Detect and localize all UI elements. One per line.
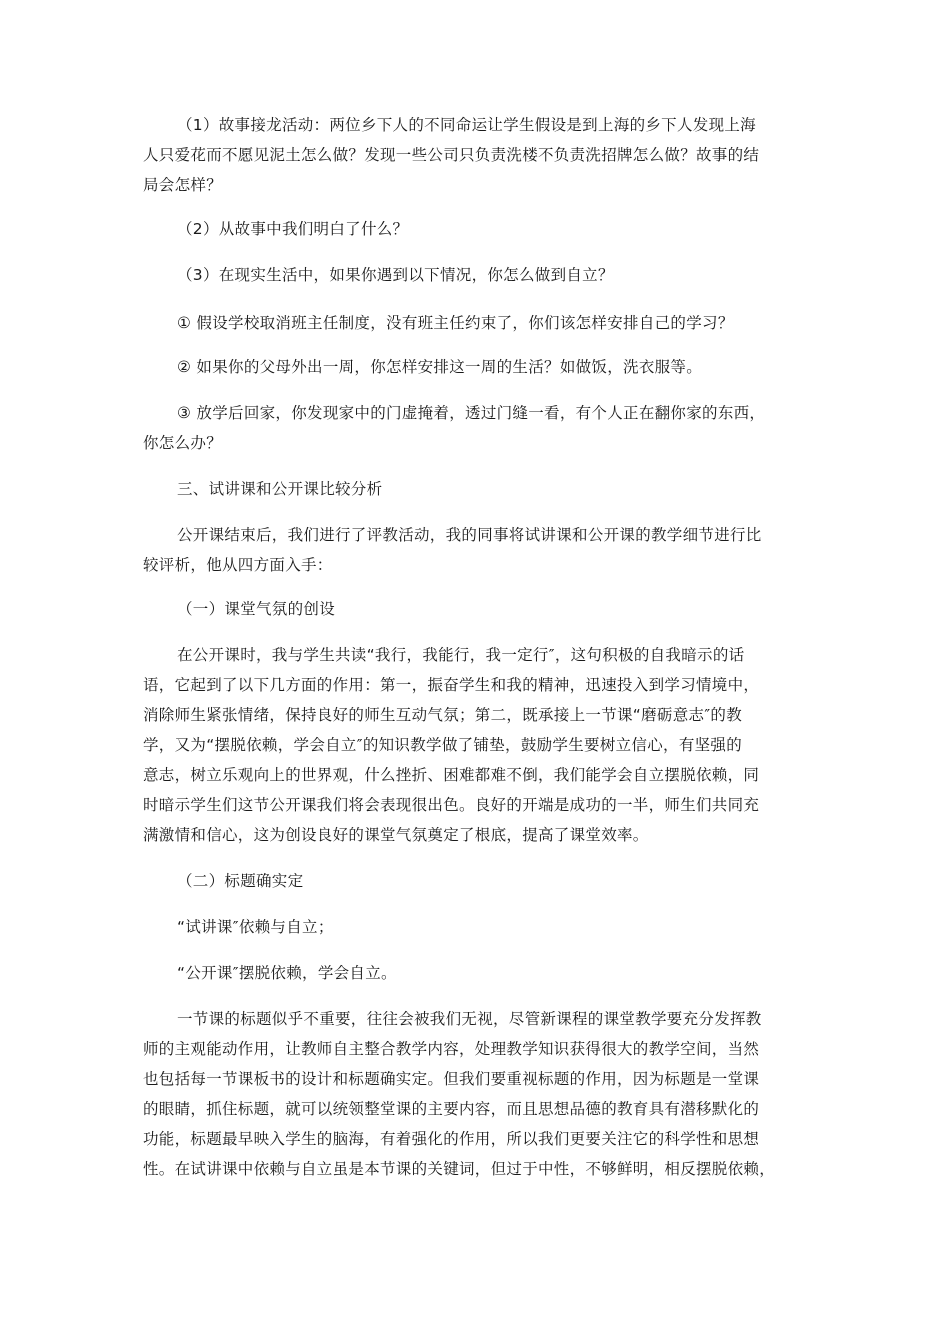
- scenario-1-paragraph: [143, 308, 809, 338]
- text-line: 意志，树立乐观向上的世界观，什么挫折、困难都难不倒，我们能学会自立摆脱依赖，同: [143, 766, 760, 784]
- text-line: 局会怎样？: [143, 176, 223, 194]
- text-line: 性。在试讲课中依赖与自立虽是本节课的关键词，但过于中性，不够鲜明，相反摆脱依赖，: [143, 1160, 776, 1178]
- title-importance-paragraph: [143, 1004, 809, 1184]
- story-activity-paragraph: [143, 110, 809, 200]
- subheading-classroom-atmosphere: [143, 594, 809, 624]
- scenario-2-paragraph: [143, 352, 809, 382]
- text-line: ① 假设学校取消班主任制度，没有班主任约束了，你们该怎样安排自己的学习？: [177, 314, 734, 332]
- text-line: “公开课″摆脱依赖，学会自立。: [177, 964, 397, 982]
- text-line: （1）故事接龙活动：两位乡下人的不同命运让学生假设是到上海的乡下人发现上海: [177, 116, 756, 134]
- text-line: “试讲课″依赖与自立；: [177, 918, 334, 936]
- text-line: 消除师生紧张情绪，保持良好的师生互动气氛；第二，既承接上一节课“磨砺意志″的教: [143, 706, 743, 724]
- text-line: （2）从故事中我们明白了什么？: [177, 220, 409, 238]
- question-3-paragraph: [143, 260, 809, 290]
- text-line: 人只爱花而不愿见泥土怎么做？发现一些公司只负责洗楼不负责洗招牌怎么做？故事的结: [143, 146, 760, 164]
- text-line: 学，又为“摆脱依赖，学会自立″的知识教学做了铺垫，鼓励学生要树立信心，有坚强的: [143, 736, 743, 754]
- text-line: 你怎么办？: [143, 434, 223, 452]
- text-line: 公开课结束后，我们进行了评教活动，我的同事将试讲课和公开课的教学细节进行比: [177, 526, 762, 544]
- text-line: （二）标题确实定: [177, 872, 304, 890]
- text-line: （3）在现实生活中，如果你遇到以下情况，你怎么做到自立？: [177, 266, 614, 284]
- text-line: 也包括每一节课板书的设计和标题确实定。但我们要重视标题的作用，因为标题是一堂课: [143, 1070, 760, 1088]
- atmosphere-paragraph: [143, 640, 809, 850]
- text-line: ② 如果你的父母外出一周，你怎样安排这一周的生活？如做饭，洗衣服等。: [177, 358, 703, 376]
- subheading-title-setting: [143, 866, 809, 896]
- trial-lesson-title: [143, 912, 809, 942]
- text-line: 功能，标题最早映入学生的脑海，有着强化的作用，所以我们更要关注它的科学性和思想: [143, 1130, 760, 1148]
- text-line: 一节课的标题似乎不重要，往往会被我们无视，尽管新课程的课堂教学要充分发挥教: [177, 1010, 762, 1028]
- text-line: （一）课堂气氛的创设: [177, 600, 336, 618]
- text-line: 的眼睛，抓住标题，就可以统领整堂课的主要内容，而且思想品德的教育具有潜移默化的: [143, 1100, 760, 1118]
- question-2-paragraph: [143, 214, 809, 244]
- scenario-3-paragraph: [143, 398, 809, 458]
- text-line: ③ 放学后回家，你发现家中的门虚掩着，透过门缝一看，有个人正在翻你家的东西，: [177, 404, 766, 422]
- text-line: 师的主观能动作用，让教师自主整合教学内容，处理教学知识获得很大的教学空间，当然: [143, 1040, 760, 1058]
- text-line: 语，它起到了以下几方面的作用：第一，振奋学生和我的精神，迅速投入到学习情境中，: [143, 676, 760, 694]
- evaluation-intro-paragraph: [143, 520, 809, 580]
- section-heading: [143, 474, 809, 504]
- text-line: 时暗示学生们这节公开课我们将会表现很出色。良好的开端是成功的一半，师生们共同充: [143, 796, 760, 814]
- open-lesson-title: [143, 958, 809, 988]
- text-line: 较评析，他从四方面入手：: [143, 556, 333, 574]
- text-line: 三、试讲课和公开课比较分析: [177, 480, 383, 498]
- text-line: 在公开课时，我与学生共读“我行，我能行，我一定行″，这句积极的自我暗示的话: [177, 646, 745, 664]
- text-line: 满激情和信心，这为创设良好的课堂气氛奠定了根底，提高了课堂效率。: [143, 826, 649, 844]
